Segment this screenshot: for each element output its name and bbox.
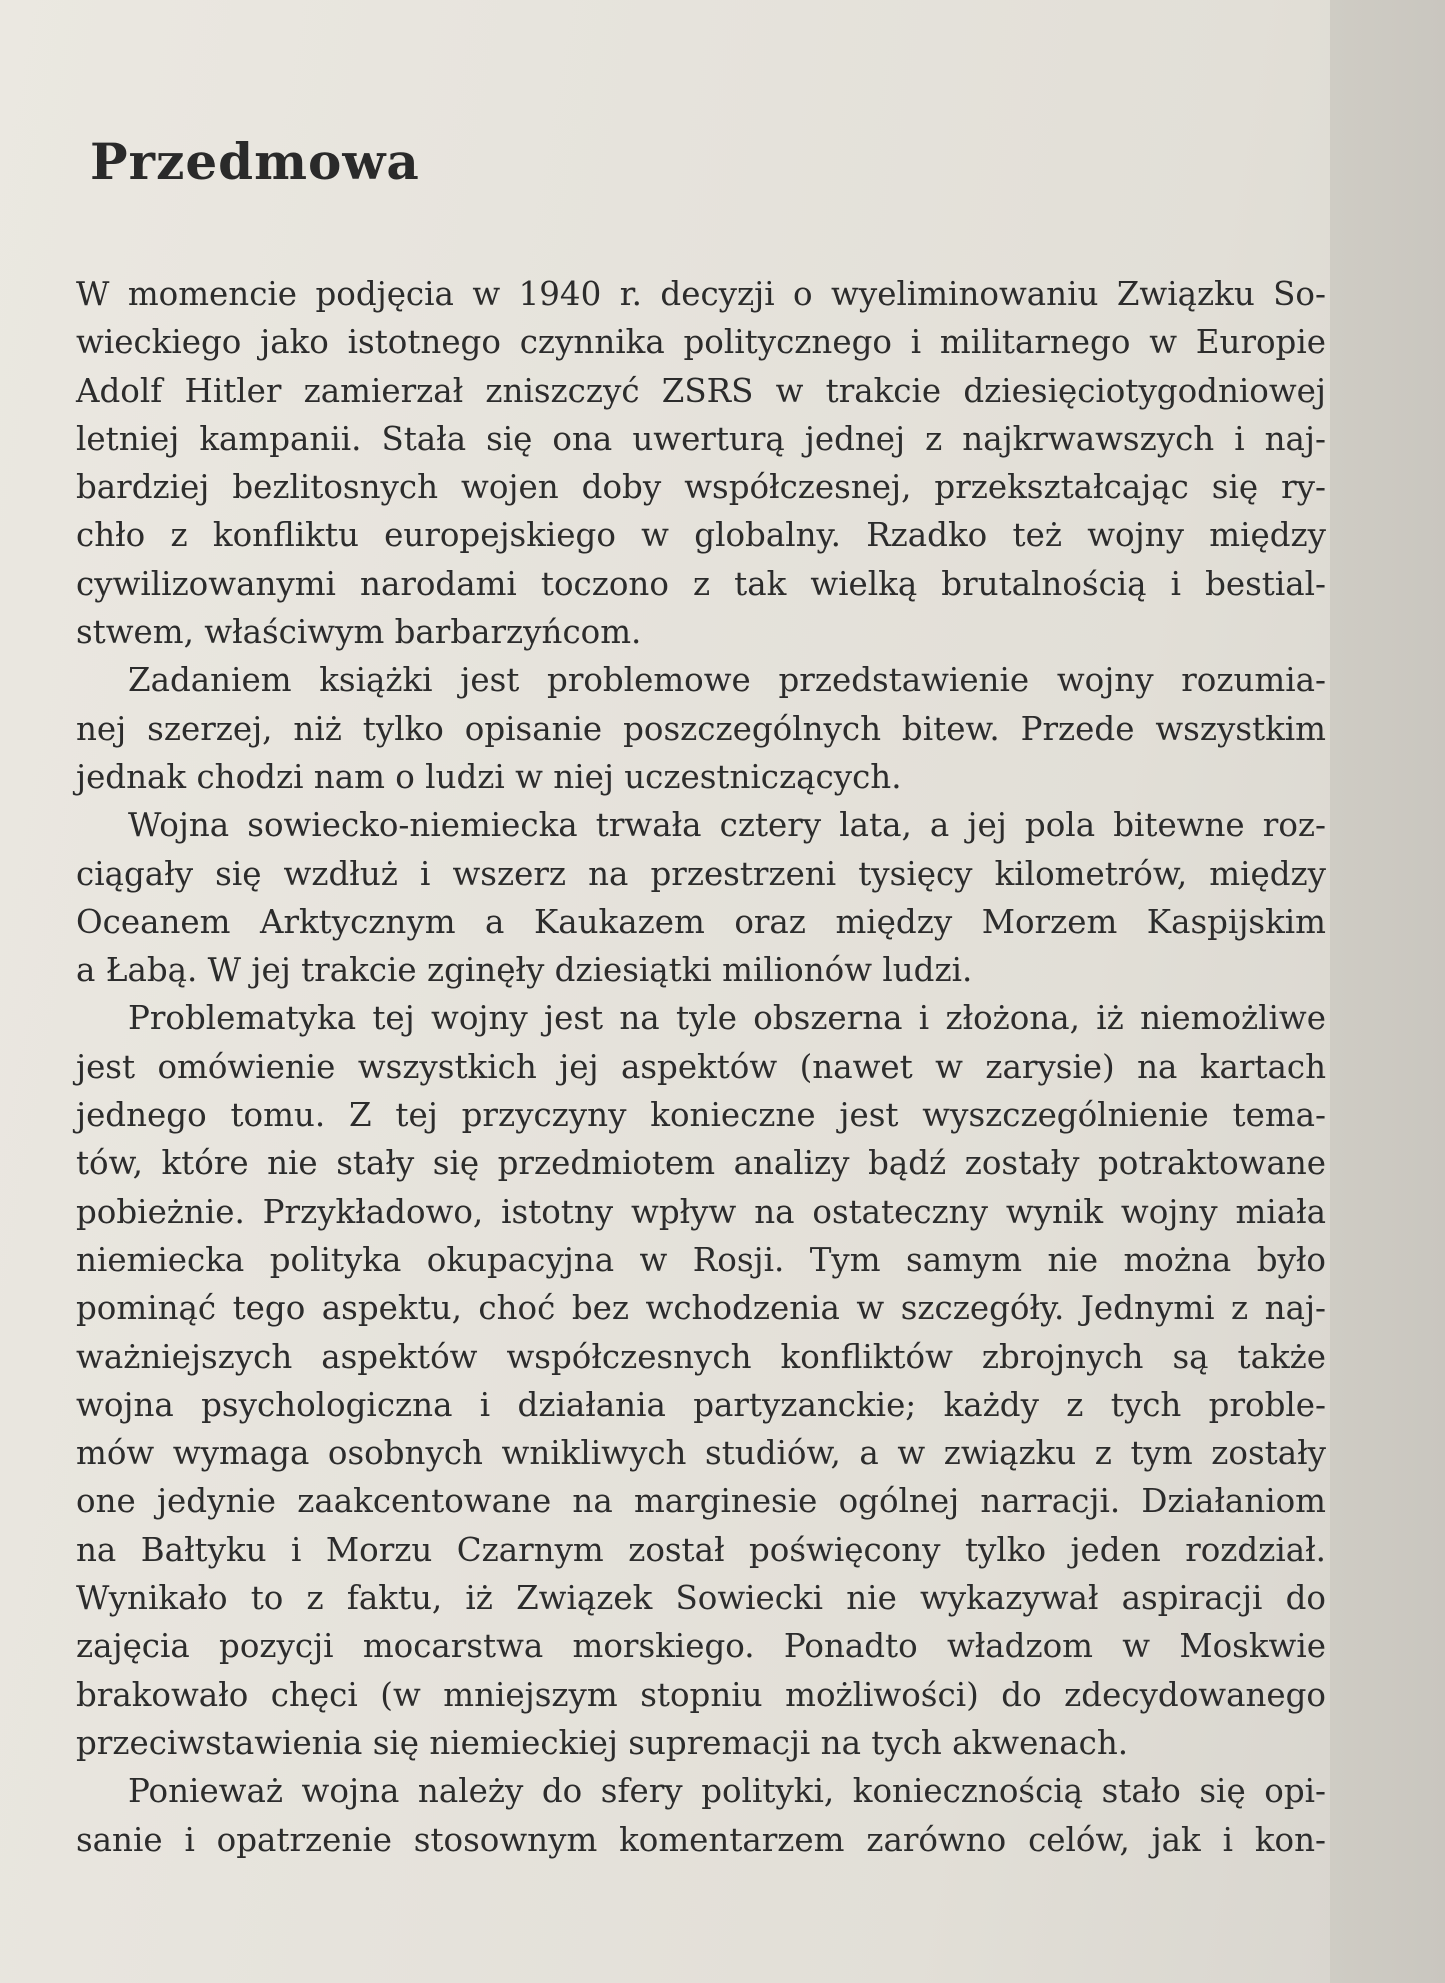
text-line: ciągały się wzdłuż i wszerz na przestrzeni tysięcy kilometrów, między <box>76 854 1326 893</box>
text-line: letniej kampanii. Stała się ona uwerturą jednej z najkrwawszych i naj- <box>76 419 1326 458</box>
text-line: jednak chodzi nam o ludzi w niej uczestniczących. <box>76 757 902 796</box>
text-line: pobieżnie. Przykładowo, istotny wpływ na ostateczny wynik wojny miała <box>76 1192 1326 1231</box>
text-line: a Łabą. W jej trakcie zginęły dziesiątki milionów ludzi. <box>76 951 973 990</box>
text-line: wojna psychologiczna i działania partyzanckie; każdy z tych proble- <box>76 1385 1326 1424</box>
text-line: cywilizowanymi narodami toczono z tak wielką brutalnością i bestial- <box>76 564 1326 603</box>
text-line: tów, które nie stały się przedmiotem analizy bądź zostały potraktowane <box>76 1144 1326 1183</box>
chapter-heading: Przedmowa <box>90 132 420 191</box>
text-line: przeciwstawienia się niemieckiej supremacji na tych akwenach. <box>76 1723 1129 1762</box>
text-line: jest omówienie wszystkich jej aspektów (nawet w zarysie) na kartach <box>76 1047 1326 1086</box>
text-line: W momencie podjęcia w 1940 r. decyzji o wyeliminowaniu Związku So- <box>76 275 1326 313</box>
text-line: ważniejszych aspektów współczesnych konfliktów zbrojnych są także <box>76 1337 1326 1376</box>
body-text <box>76 270 1326 1864</box>
text-line: niemiecka polityka okupacyjna w Rosji. Tym samym nie można było <box>76 1240 1326 1279</box>
text-line: mów wymaga osobnych wnikliwych studiów, a w związku z tym zostały <box>76 1434 1326 1473</box>
next-page-edge <box>1330 0 1445 1983</box>
text-line: wieckiego jako istotnego czynnika politycznego i militarnego w Europie <box>76 323 1326 362</box>
text-line: pominąć tego aspektu, choć bez wchodzenia w szczegóły. Jednymi z naj- <box>76 1289 1326 1328</box>
text-line: Adolf Hitler zamierzał zniszczyć ZSRS w trakcie dziesięciotygodniowej <box>76 371 1326 410</box>
text-line: one jedynie zaakcentowane na marginesie ogólnej narracji. Działaniom <box>76 1482 1326 1521</box>
text-line: nej szerzej, niż tylko opisanie poszczególnych bitew. Przede wszystkim <box>76 709 1326 748</box>
text-line: bardziej bezlitosnych wojen doby współczesnej, przekształcając się ry- <box>76 468 1326 507</box>
text-line: zajęcia pozycji mocarstwa morskiego. Ponadto władzom w Moskwie <box>76 1627 1326 1666</box>
text-line: Wojna sowiecko-niemiecka trwała cztery lata, a jej pola bitewne roz- <box>128 806 1326 845</box>
text-line: Oceanem Arktycznym a Kaukazem oraz między Morzem Kaspijskim <box>76 902 1326 941</box>
text-line: stwem, właściwym barbarzyńcom. <box>76 613 642 652</box>
text-line: jednego tomu. Z tej przyczyny konieczne jest wyszczególnienie tema- <box>76 1096 1326 1135</box>
text-line: Wynikało to z faktu, iż Związek Sowiecki nie wykazywał aspiracji do <box>76 1579 1326 1618</box>
text-line: Zadaniem książki jest problemowe przedstawienie wojny rozumia- <box>128 661 1326 700</box>
text-line: Problematyka tej wojny jest na tyle obszerna i złożona, iż niemożliwe <box>128 999 1326 1038</box>
text-line: chło z konfliktu europejskiego w globalny. Rzadko też wojny między <box>76 516 1326 555</box>
text-line: brakowało chęci (w mniejszym stopniu możliwości) do zdecydowanego <box>76 1675 1326 1714</box>
text-line: sanie i opatrzenie stosownym komentarzem zarówno celów, jak i kon- <box>76 1820 1326 1859</box>
text-line: Ponieważ wojna należy do sfery polityki, koniecznością stało się opi- <box>128 1772 1326 1811</box>
text-line: na Bałtyku i Morzu Czarnym został poświęcony tylko jeden rozdział. <box>76 1530 1326 1569</box>
